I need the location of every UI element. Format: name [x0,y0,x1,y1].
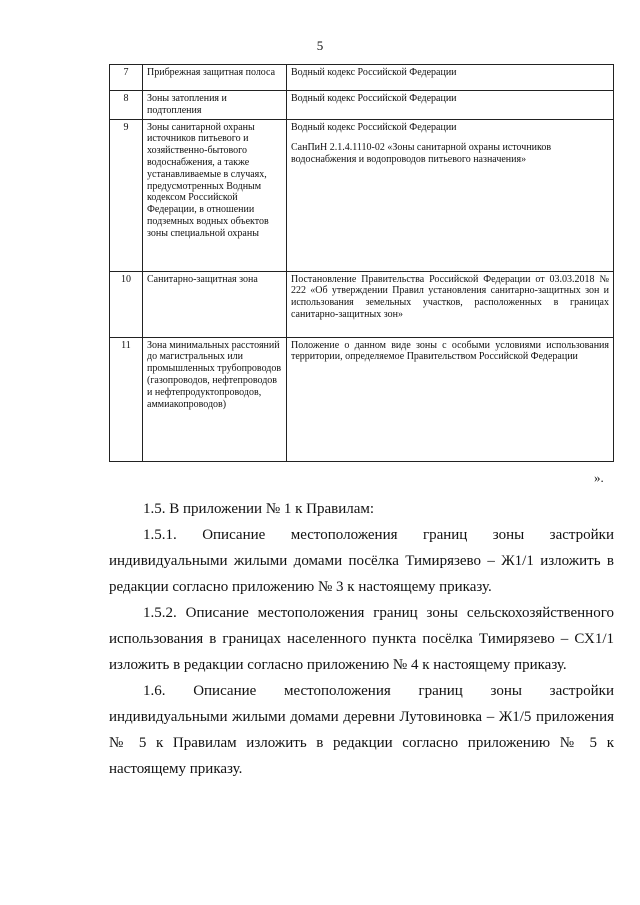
table-row [110,271,614,337]
regulation-text: Положение о данном виде зоны с особыми условиями использования территории, определяемое Правительством Российской Федерации [291,339,609,363]
regulation-cell [287,91,614,120]
regulation-text: Водный кодекс Российской Федерации [291,93,457,104]
regulation-cell [287,337,614,461]
table-row [110,65,614,91]
body-text [109,496,614,782]
zones-table [109,64,614,462]
regulation-cell [287,119,614,271]
zone-name: Прибрежная защитная полоса [143,65,287,91]
paragraph: 1.5. В приложении № 1 к Правилам: [143,501,375,517]
zone-name: Зона минимальных расстояний до магистральных или промышленных трубопроводов (газопроводов, нефтепроводов и нефтепродуктопроводов, аммиакопроводов) [143,337,287,461]
regulation-text: Постановление Правительства Российской Федерации от 03.03.2018 № 222 «Об утверждении Правил установления санитарно-защитных зон и использования земельных участков, расположенных в границах санитарно-защитных зон» [291,273,609,320]
regulation-cell [287,65,614,91]
row-number: 7 [110,65,143,91]
closing-quote: ». [594,470,604,485]
regulation-text: Водный кодекс Российской Федерации [291,121,457,133]
regulation-cell [287,271,614,337]
paragraph: 1.5.1. Описание местоположения границ зоны застройки индивидуальными жилыми домами посёлка Тимирязево – Ж1/1 изложить в редакции согласно приложению № 3 к настоящему приказу. [109,527,614,595]
row-number: 11 [110,337,143,461]
paragraph: 1.6. Описание местоположения границ зоны застройки индивидуальными жилыми домами деревни Лутовиновка – Ж1/5 приложения № 5 к Правилам изложить в редакции согласно приложению № 5 к настоящему приказу. [109,683,614,777]
zone-name: Зоны санитарной охраны источников питьевого и хозяйственно-бытового водоснабжения, а также устанавливаемые в случаях, предусмотренных Водным кодексом Российской Федерации, в отношении подземных водных объектов зоны специальной охраны [143,119,287,271]
table-row [110,337,614,461]
paragraph: 1.5.2. Описание местоположения границ зоны сельскохозяйственного использования в границах населенного пункта посёлка Тимирязево – СХ1/1 изложить в редакции согласно приложению № 4 к настоящему приказу. [109,605,614,673]
regulation-text: Водный кодекс Российской Федерации [291,67,457,78]
zone-name: Санитарно-защитная зона [143,271,287,337]
page-number: 5 [316,38,324,53]
row-number: 9 [110,119,143,271]
row-number: 10 [110,271,143,337]
table-row [110,119,614,271]
row-number: 8 [110,91,143,120]
zone-name: Зоны затопления и подтопления [143,91,287,120]
table-row [110,91,614,120]
regulation-text: СанПиН 2.1.4.1110-02 «Зоны санитарной охраны источников водоснабжения и водопроводов питьевого назначения» [291,142,552,166]
